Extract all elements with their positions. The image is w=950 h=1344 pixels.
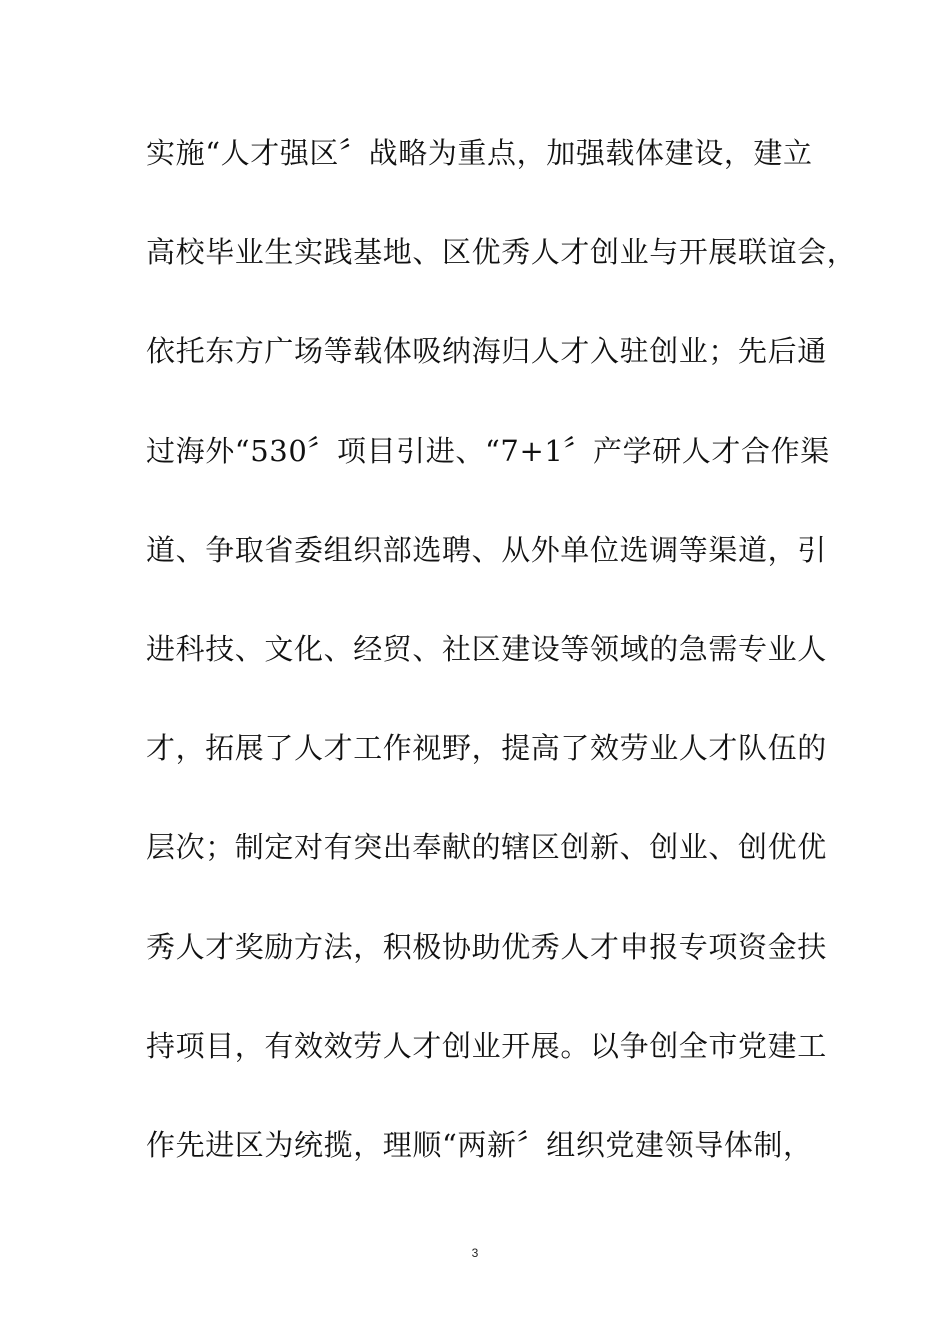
text-line: 进科技、文化、经贸、社区建设等领域的急需专业人: [146, 631, 827, 666]
text-line: 道、争取省委组织部选聘、从外单位选调等渠道，引: [146, 532, 827, 567]
text-line: 作先进区为统揽，理顺“两新〞组织党建领导体制，: [146, 1127, 813, 1162]
text-line: 过海外“530〞项目引进、“7+1〞产学研人才合作渠: [146, 433, 830, 468]
page-number: 3: [471, 1246, 479, 1260]
text-line: 持项目，有效效劳人才创业开展。以争创全市党建工: [146, 1028, 827, 1063]
text-line: 才，拓展了人才工作视野，提高了效劳业人才队伍的: [146, 731, 827, 766]
text-line: 层次；制定对有突出奉献的辖区创新、创业、创优优: [146, 830, 827, 865]
text-line: 高校毕业生实践基地、区优秀人才创业与开展联谊会，: [146, 235, 857, 270]
text-line: 依托东方广场等载体吸纳海归人才入驻创业；先后通: [146, 334, 827, 369]
text-line: 秀人才奖励方法，积极协助优秀人才申报专项资金扶: [146, 929, 827, 964]
text-line: 实施“人才强区〞战略为重点，加强载体建设，建立: [146, 136, 813, 170]
body-paragraph: [146, 128, 857, 1219]
